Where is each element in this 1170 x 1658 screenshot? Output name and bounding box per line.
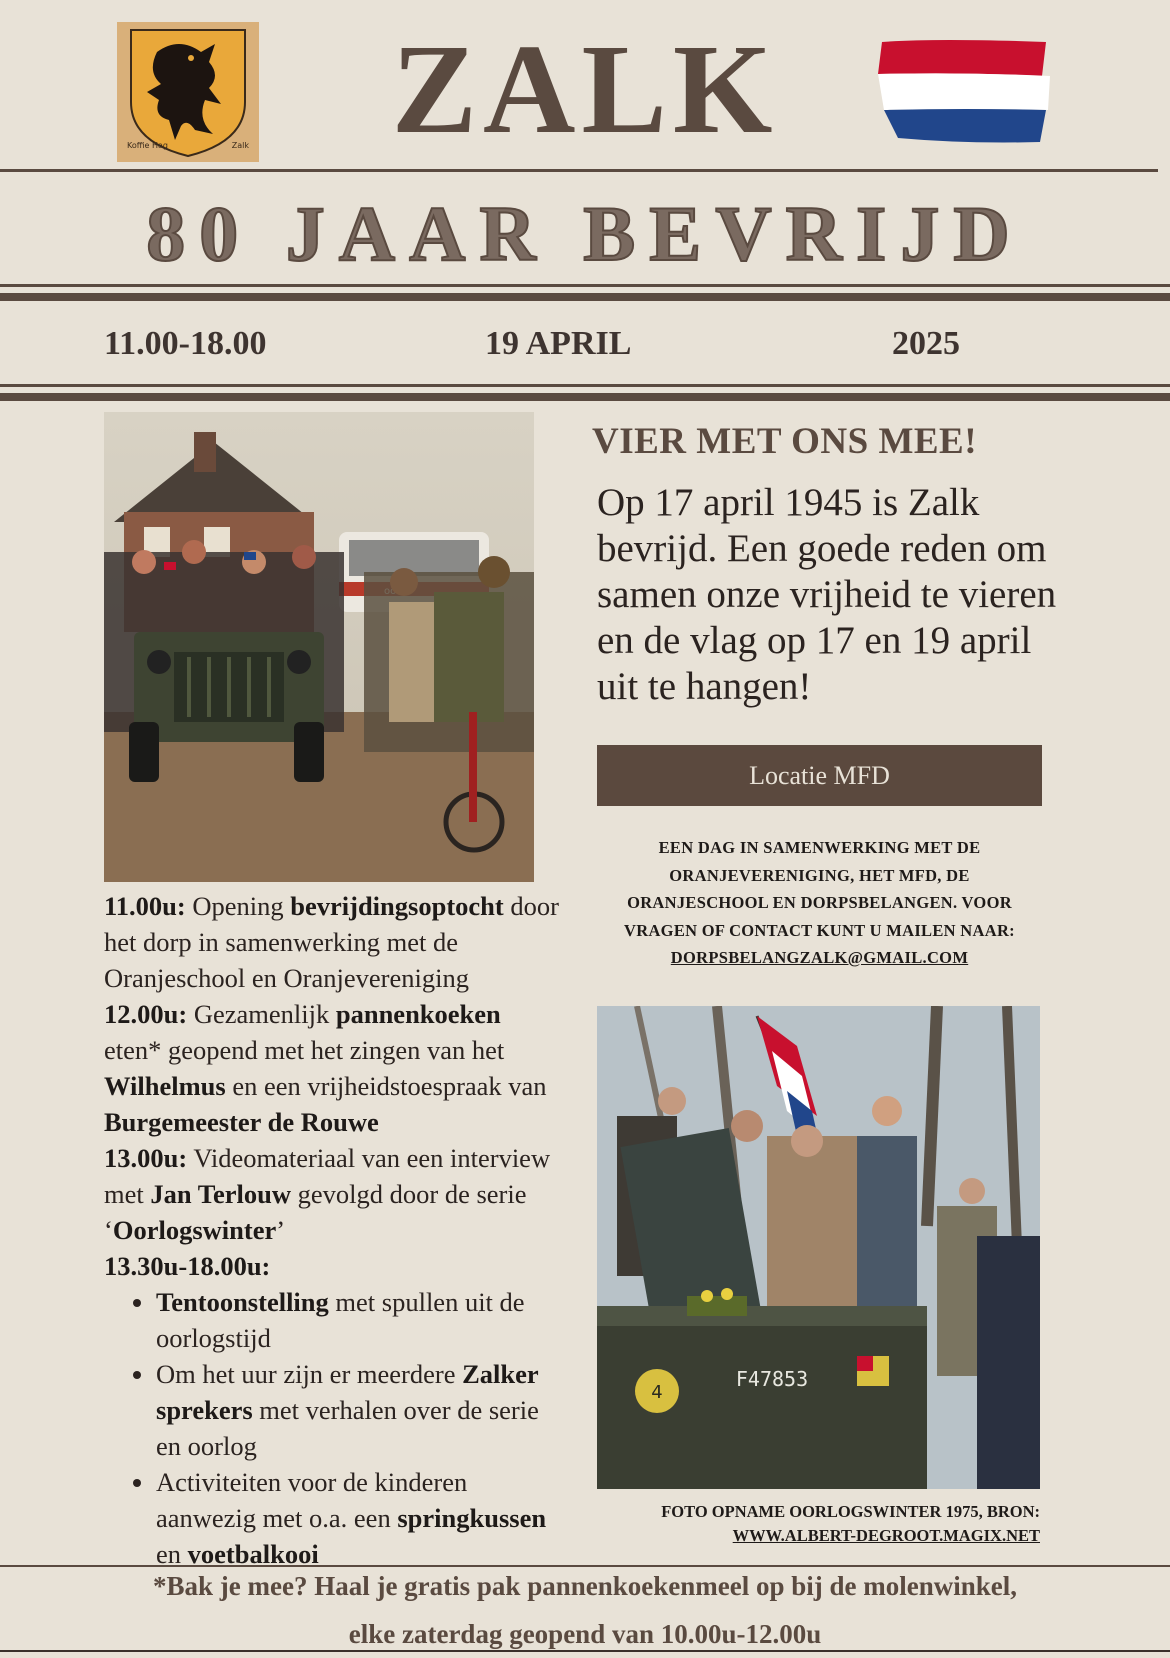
program-highlight: bevrijdingsoptocht: [290, 891, 504, 921]
truck-plate-text: F47853: [735, 1367, 809, 1391]
program-highlight: Oorlogswinter: [112, 1215, 277, 1245]
program-text: Om het uur zijn er meerdere: [156, 1359, 463, 1389]
program-text: ’: [276, 1215, 286, 1245]
truck-number-text: 4: [651, 1382, 663, 1403]
program-highlight: Burgemeester de Rouwe: [104, 1107, 379, 1137]
photo-caption: [560, 1500, 1040, 1548]
program-item-1330: [104, 1248, 564, 1284]
program-text: door het dorp in samenwerking met de Oranjeschool en Oranjevereniging: [104, 891, 559, 993]
program-text: Gezamenlijk: [187, 999, 336, 1029]
program-highlight: Wilhelmus: [104, 1071, 226, 1101]
location-button[interactable]: Locatie MFD: [597, 745, 1042, 806]
page-title: ZALK: [391, 18, 779, 160]
footer-line-1: *Bak je mee? Haal je gratis pak pannenkoekenmeel op bij de molenwinkel,: [152, 1571, 1017, 1601]
rule-under-dateline-thin: [0, 384, 1170, 387]
rule-top: [0, 169, 1158, 172]
program-text: Opening: [185, 891, 291, 921]
program-item-1100: [104, 888, 564, 996]
footer-note: [0, 1562, 1170, 1658]
program-time: 12.00u:: [104, 999, 188, 1029]
program-highlight: Jan Terlouw: [150, 1179, 292, 1209]
oorlogswinter-photo: [597, 1006, 1040, 1489]
zalk-coat-of-arms-logo: [117, 22, 259, 162]
dutch-flag-icon: [876, 38, 1052, 146]
list-item: [156, 1464, 564, 1572]
program-item-1200: [104, 996, 564, 1140]
collaboration-text: EEN DAG IN SAMENWERKING MET DE ORANJEVERENIGING, HET MFD, DE ORANJESCHOOL EN DORPSBELANGEN. VOOR VRAGEN OF CONTACT KUNT U MAILEN NAAR:: [624, 838, 1015, 940]
program-highlight: pannenkoeken: [335, 999, 501, 1029]
program-time: 13.00u:: [104, 1143, 188, 1173]
program-text: gevolgd door de serie ‘: [104, 1179, 527, 1245]
rule-under-subtitle-thin: [0, 284, 1170, 287]
event-year: 2025: [892, 325, 960, 362]
program-sublist: [104, 1284, 564, 1572]
list-item: [156, 1356, 564, 1464]
program-highlight: Tentoonstelling: [156, 1287, 329, 1317]
program-highlight: voetbalkooi: [187, 1539, 319, 1569]
program-text: met spullen uit de oorlogstijd: [156, 1287, 525, 1353]
photo-caption-text: FOTO OPNAME OORLOGSWINTER 1975, BRON:: [661, 1502, 1040, 1521]
program-list: [104, 888, 564, 1572]
program-text: met verhalen over de serie en oorlog: [156, 1395, 539, 1461]
crest-left-text: Koffie Hag: [127, 141, 168, 150]
photo-source-link[interactable]: WWW.ALBERT-DEGROOT.MAGIX.NET: [732, 1526, 1040, 1545]
page-subtitle: 80 JAAR BEVRIJD: [146, 190, 1024, 277]
rule-under-subtitle-thick: [0, 293, 1170, 301]
list-item: [156, 1284, 564, 1356]
intro-text: Op 17 april 1945 is Zalk bevrijd. Een goede reden om samen onze vrijheid te vieren en de vlag op 17 en 19 april uit te hangen!: [597, 481, 1057, 708]
crest-right-text: Zalk: [231, 141, 249, 150]
program-text: Activiteiten voor de kinderen aanwezig met o.a. een: [156, 1467, 468, 1533]
intro-heading: VIER MET ONS MEE!: [592, 421, 978, 462]
program-time: 13.30u-18.00u:: [104, 1251, 271, 1281]
program-time: 11.00u:: [104, 891, 186, 921]
program-highlight: Zalker sprekers: [156, 1359, 539, 1425]
program-text: en: [156, 1539, 188, 1569]
program-text: en een vrijheidstoespraak van: [225, 1071, 547, 1101]
liberation-parade-photo: [104, 412, 534, 882]
collaboration-block: [597, 834, 1042, 972]
program-text: Videomateriaal van een interview met: [104, 1143, 551, 1209]
rule-under-dateline-thick: [0, 393, 1170, 401]
event-date: 19 APRIL: [485, 325, 632, 362]
contact-email-link[interactable]: DORPSBELANGZALK@GMAIL.COM: [670, 948, 969, 967]
program-text: eten* geopend met het zingen van het: [104, 1035, 505, 1065]
program-highlight: springkussen: [397, 1503, 547, 1533]
program-item-1300: [104, 1140, 564, 1248]
footer-line-2: elke zaterdag geopend van 10.00u-12.00u: [348, 1619, 822, 1649]
event-time: 11.00-18.00: [104, 325, 267, 362]
